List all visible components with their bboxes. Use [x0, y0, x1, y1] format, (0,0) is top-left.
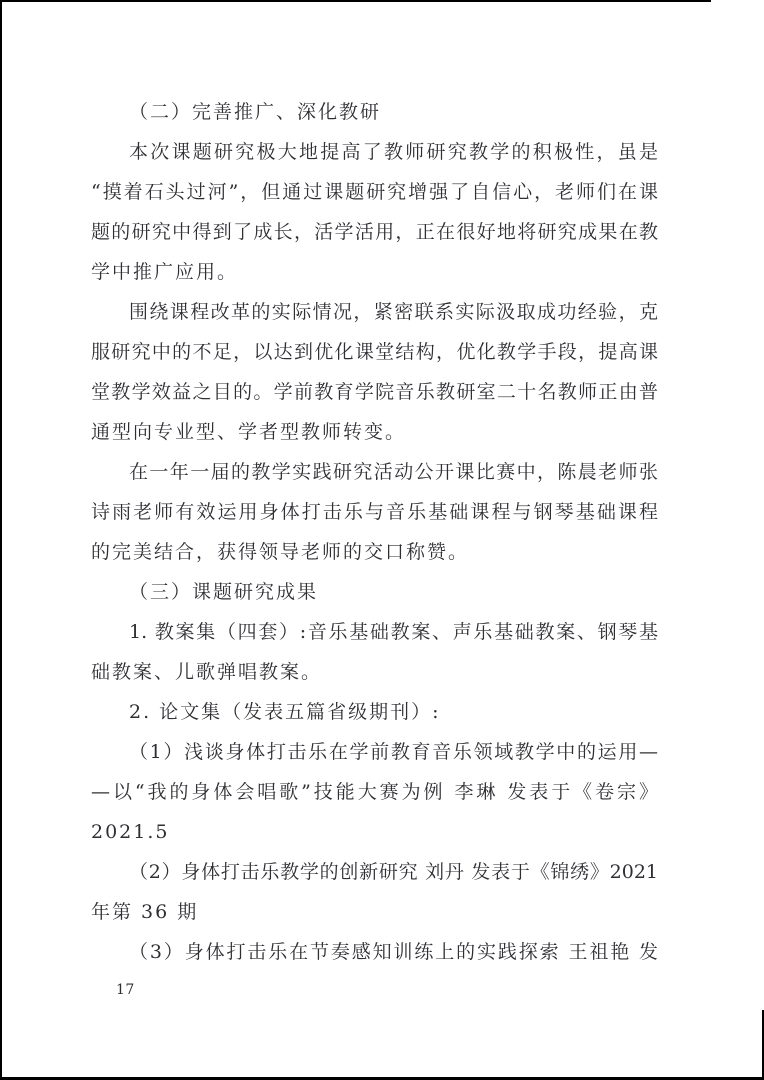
text-line-6: 围绕课程改革的实际情况，紧密联系实际汲取成功经验，克 — [129, 301, 658, 323]
text-line-3: “摸着石头过河”，但通过课题研究增强了自信心，老师们在课 — [91, 181, 658, 203]
document-text-block — [91, 92, 658, 972]
text-line-15: 础教案、儿歌弹唱教案。 — [91, 661, 323, 683]
text-line-17: （1）浅谈身体打击乐在学前教育音乐领域教学中的运用— — [129, 741, 658, 763]
text-line-9: 通型向专业型、学者型教师转变。 — [91, 421, 407, 443]
text-line-5: 学中推广应用。 — [91, 261, 239, 283]
text-line-8: 堂教学效益之目的。学前教育学院音乐教研室二十名教师正由普 — [91, 381, 658, 403]
scan-edge-top — [0, 0, 711, 2]
text-line-20: （2）身体打击乐教学的创新研究 刘丹 发表于《锦绣》2021 — [129, 861, 658, 883]
text-line-4: 题的研究中得到了成长，活学活用，正在很好地将研究成果在教 — [91, 221, 658, 243]
text-line-12: 的完美结合，获得领导老师的交口称赞。 — [91, 541, 470, 563]
text-line-21: 年第 36 期 — [91, 901, 199, 923]
text-line-16: 2. 论文集（发表五篇省级期刊）: — [129, 701, 441, 723]
text-line-2: 本次课题研究极大地提高了教师研究教学的积极性，虽是 — [129, 141, 658, 163]
text-line-11: 诗雨老师有效运用身体打击乐与音乐基础课程与钢琴基础课程 — [91, 501, 658, 523]
page-number: 17 — [116, 982, 135, 998]
text-line-10: 在一年一届的教学实践研究活动公开课比赛中，陈晨老师张 — [129, 461, 658, 483]
text-line-18: —以“我的身体会唱歌”技能大赛为例 李琳 发表于《卷宗》 — [91, 781, 658, 803]
text-line-13: （三）课题研究成果 — [129, 581, 319, 603]
text-line-14: 1. 教案集（四套）:音乐基础教案、声乐基础教案、钢琴基 — [129, 621, 658, 643]
text-line-1: （二）完善推广、深化教研 — [129, 101, 382, 123]
text-line-7: 服研究中的不足，以达到优化课堂结构，优化教学手段，提高课 — [91, 341, 658, 363]
scan-edge-left — [0, 0, 2, 1080]
text-line-22: （3）身体打击乐在节奏感知训练上的实践探索 王祖艳 发 — [129, 941, 658, 963]
text-line-19: 2021.5 — [91, 821, 170, 843]
